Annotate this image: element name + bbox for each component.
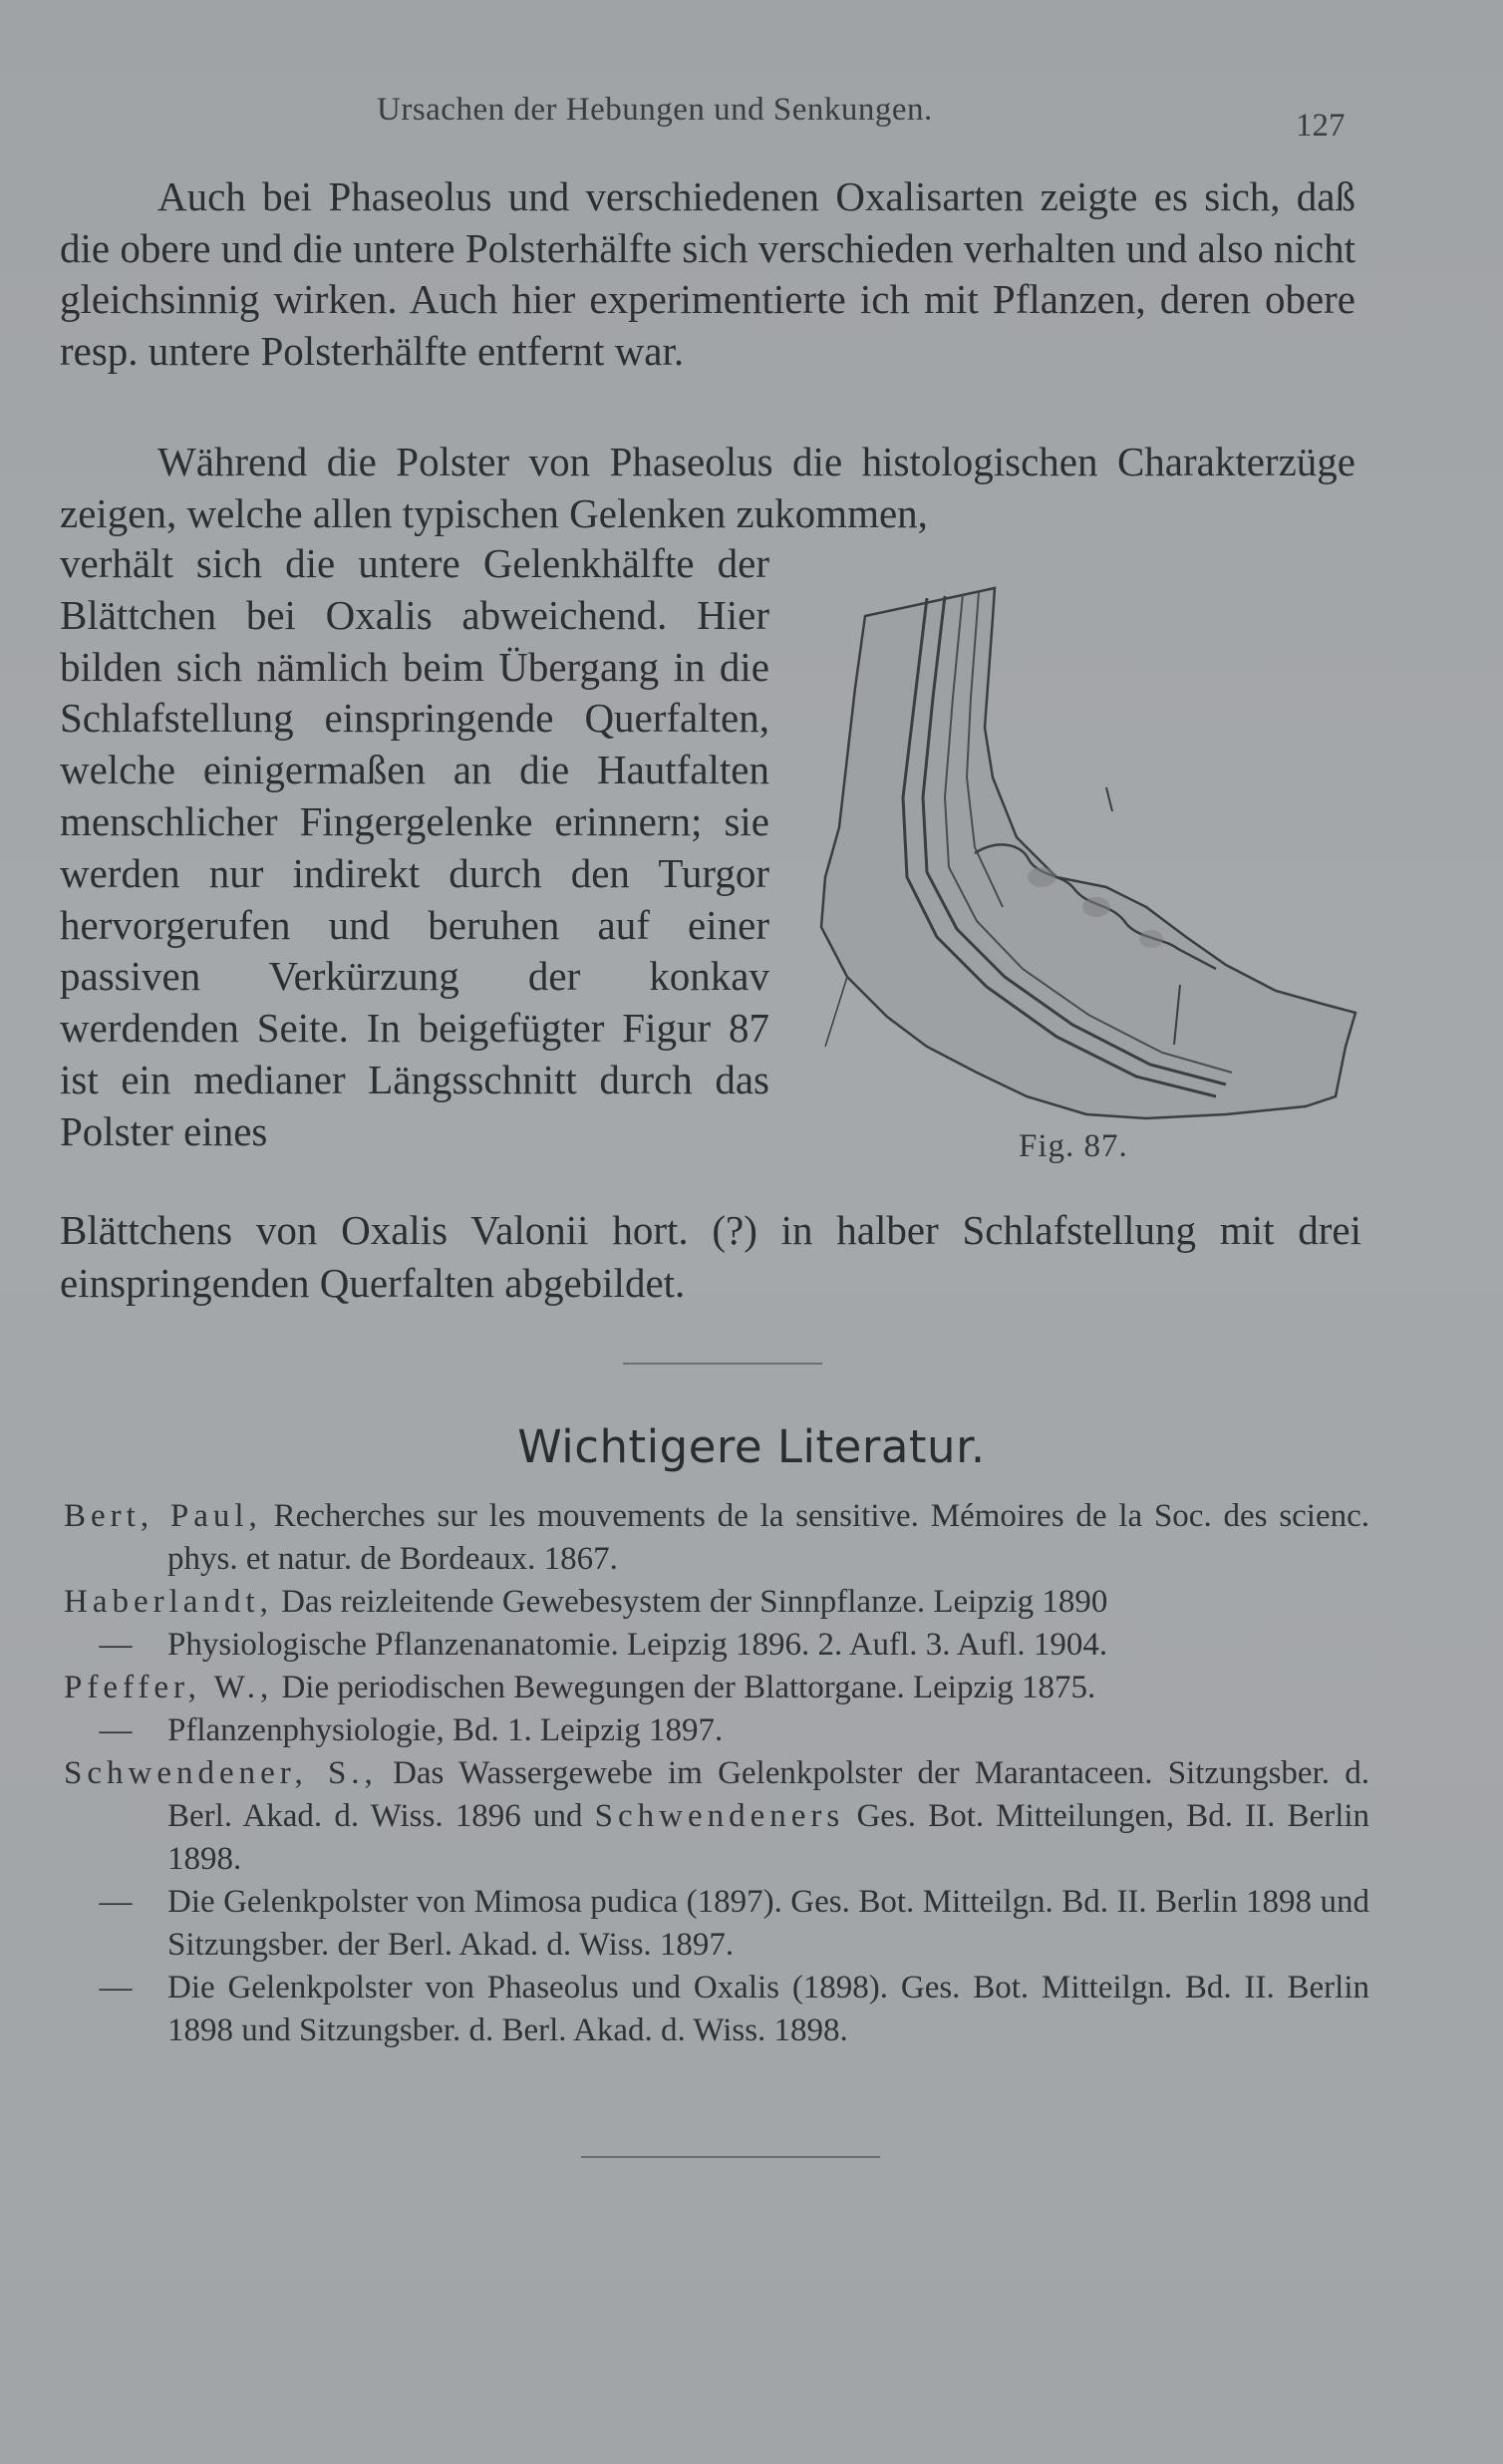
reference-item bbox=[64, 1967, 1369, 2052]
reference-item bbox=[64, 1709, 1369, 1752]
figure-87-illustration bbox=[807, 578, 1365, 1136]
reference-author: Schwendeners bbox=[594, 1798, 845, 1834]
reference-item bbox=[64, 1667, 1369, 1709]
paragraph-2-tail: Blättchens von Oxalis Valonii hort. (?) in halber Schlafstellung mit drei einspringenden Querfalten abgebildet. bbox=[60, 1207, 1361, 1306]
running-title: Ursachen der Hebungen und Senkungen. bbox=[377, 92, 933, 128]
paragraph-2-column: verhält sich die untere Gelenkhälfte der Blättchen bei Oxalis abweichend. Hier bilden sich nämlich beim Übergang in die Schlafstellung einspringende Querfalten, welche einigermaßen an die Hautfalten menschlicher Fingergelenke erinnern; sie werden nur indirekt durch den Turgor hervorgerufen und beruhen auf einer passiven Verkürzung der konkav werdenden Seite. In beigefügter Figur 87 ist ein medianer Längsschnitt durch das Polster eines bbox=[60, 540, 769, 1154]
paragraph-2-lead: Während die Polster von Phaseolus die histologischen Charakterzüge zeigen, welche allen typischen Gelenken zukommen, bbox=[60, 439, 1355, 536]
reference-author: Haberlandt, bbox=[64, 1584, 273, 1620]
page-number: 127 bbox=[1296, 108, 1346, 144]
reference-text: Die Gelenkpolster von Mimosa pudica (1897). Ges. Bot. Mitteilgn. Bd. II. Berlin 1898 und Sitzungsber. der Berl. Akad. d. Wiss. 1897. bbox=[167, 1884, 1369, 1963]
reference-text: Das Wassergewebe im Gelenkpolster der Marantaceen. Sitzungsber. d. Berl. Akad. d. Wiss. 1896 und bbox=[167, 1755, 1369, 1834]
reference-item bbox=[64, 1495, 1369, 1581]
reference-author: Pfeffer, W., bbox=[64, 1670, 274, 1705]
ditto-dash: — bbox=[99, 1884, 133, 1920]
reference-item bbox=[64, 1881, 1369, 1967]
reference-item bbox=[64, 1752, 1369, 1881]
reference-list bbox=[64, 1495, 1369, 2052]
figure-caption: Fig. 87. bbox=[1019, 1128, 1128, 1164]
reference-text: Pflanzenphysiologie, Bd. 1. Leipzig 1897. bbox=[167, 1712, 724, 1748]
reference-item bbox=[64, 1581, 1369, 1624]
ditto-dash: — bbox=[99, 1712, 133, 1748]
literature-heading: Wichtigere Literatur. bbox=[517, 1420, 986, 1473]
reference-text: Das reizleitende Gewebesystem der Sinnpflanze. Leipzig 1890 bbox=[281, 1584, 1108, 1620]
reference-text: Ges. Bot. Mitteilungen, Bd. II. Berlin 1898. bbox=[167, 1798, 1370, 1877]
ditto-dash: — bbox=[99, 1627, 133, 1663]
reference-text: Die Gelenkpolster von Phaseolus und Oxalis (1898). Ges. Bot. Mitteilgn. Bd. II. Berlin 1898 und Sitzungsber. d. Berl. Akad. d. Wiss. 1898. bbox=[167, 1970, 1369, 2048]
reference-author: Schwendener, S., bbox=[64, 1755, 378, 1791]
reference-text: Physiologische Pflanzenanatomie. Leipzig 1896. 2. Aufl. 3. Aufl. 1904. bbox=[167, 1627, 1108, 1663]
divider bbox=[581, 2156, 880, 2158]
reference-text: Die periodischen Bewegungen der Blattorgane. Leipzig 1875. bbox=[281, 1670, 1096, 1705]
ditto-dash: — bbox=[99, 1970, 133, 2005]
figure-outline bbox=[821, 588, 1355, 1118]
reference-author: Bert, Paul, bbox=[64, 1498, 262, 1534]
reference-item bbox=[64, 1624, 1369, 1667]
divider bbox=[623, 1363, 822, 1365]
paragraph-1: Auch bei Phaseolus und verschiedenen Oxalisarten zeigte es sich, daß die obere und die untere Polsterhälfte sich verschieden verhalten und also nicht gleichsinnig wirken. Auch hier experimentierte ich mit Pflanzen, deren obere resp. untere Polsterhälfte entfernt war. bbox=[60, 173, 1355, 374]
reference-text: Recherches sur les mouvements de la sensitive. Mémoires de la Soc. des scienc. phys. et natur. de Bordeaux. 1867. bbox=[167, 1498, 1370, 1577]
